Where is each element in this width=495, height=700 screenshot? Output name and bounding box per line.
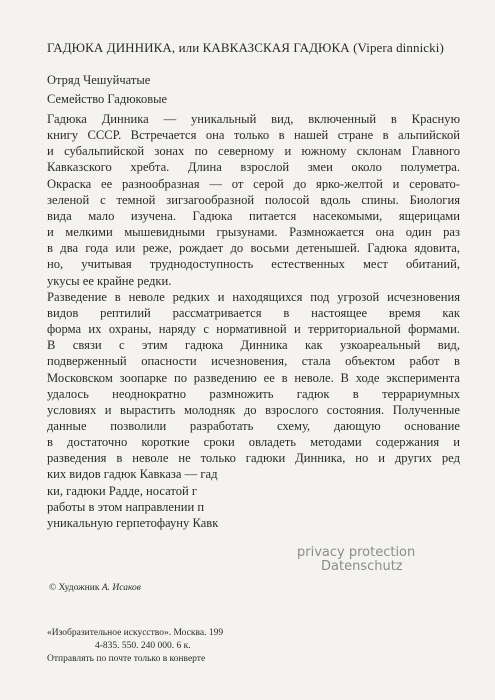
species-title: ГАДЮКА ДИННИКА, или КАВКАЗСКАЯ ГАДЮКА (Vipera dinnicki) bbox=[47, 40, 444, 55]
text-line: Московском зоопарке по разведению ее в неволе. В ходе эксперимента bbox=[47, 370, 460, 385]
description-text bbox=[47, 111, 460, 531]
text-line: разведения в неволе не только гадюки Динника, но и других ред bbox=[47, 451, 460, 466]
text-line: и субальпийской зонах по северному и южному склонам Главного bbox=[47, 144, 460, 159]
text-line: данные позволили разработать схему, дающую основание bbox=[47, 418, 460, 433]
text-line: в достаточно короткие сроки овладеть методами содержания и bbox=[47, 435, 460, 450]
taxonomy-family: Семейство Гадюковые bbox=[47, 92, 168, 106]
imprint-line-1: «Изобразительное искусство». Москва. 199 bbox=[47, 628, 224, 638]
imprint-line-3: Отправлять по почте только в конверте bbox=[47, 654, 206, 664]
text-line: Разведение в неволе редких и находящихся под угрозой исчезновения bbox=[47, 289, 460, 304]
text-line: Кавказского хребта. Длина взрослой змеи около полуметра. bbox=[47, 160, 460, 175]
text-line: удалось неоднократно размножить гадюк в террариумных bbox=[47, 386, 460, 401]
publisher-imprint bbox=[47, 627, 267, 666]
text-line: уникальную герпетофауну Кавк bbox=[47, 515, 219, 530]
text-line: укусы ее крайне редки. bbox=[47, 273, 172, 288]
text-line: Гадюка Динника — уникальный вид, включенный в Красную bbox=[47, 112, 460, 126]
text-line: В связи с этим гадюка Динника как узкоареальный вид, bbox=[47, 338, 460, 353]
text-line: условиях и вырастить молодняк до взрослого состояния. Полученные bbox=[47, 402, 460, 417]
imprint-line-2: 4-835. 550. 240 000. 6 к. bbox=[95, 641, 191, 651]
text-line: в два года или реже, рождает до восьми детенышей. Гадюка ядовита, bbox=[47, 241, 460, 256]
watermark-line-1: privacy protection bbox=[297, 545, 416, 560]
text-line: вида мало изучена. Гадюка питается насекомыми, ящерицами bbox=[47, 208, 460, 223]
text-line: работы в этом направлении п bbox=[47, 499, 205, 514]
watermark-line-2: Datenschutz bbox=[321, 559, 403, 574]
text-line: книгу СССР. Встречается она только в нашей стране в альпийской bbox=[47, 128, 460, 143]
text-line: и мелкими мышевидными грызунами. Размножается она один раз bbox=[47, 225, 460, 240]
taxonomy-order: Отряд Чешуйчатые bbox=[47, 73, 151, 87]
text-line: видов рептилий рассматривается в настоящее время как bbox=[47, 305, 460, 320]
credit-prefix: © Художник bbox=[49, 583, 100, 593]
text-line: ки, гадюки Радде, носатой г bbox=[47, 483, 198, 498]
text-line: зеленой с темной зигзагообразной полосой вдоль спины. Биология bbox=[47, 192, 460, 207]
text-line: но, учитывая труднодоступность естественных мест обитаний, bbox=[47, 257, 460, 272]
text-line: ких видов гадюк Кавказа — гад bbox=[47, 467, 218, 482]
text-line: подверженный опасности исчезновения, стала объектом работ в bbox=[47, 354, 460, 369]
text-line: Окраска ее разнообразная — от серой до ярко-желтой и серовато- bbox=[47, 176, 460, 191]
text-line: форма их охраны, наряду с нормативной и территориальной формами. bbox=[47, 322, 460, 337]
artist-name: А. Исаков bbox=[101, 583, 141, 593]
privacy-watermark bbox=[297, 546, 415, 574]
artist-credit bbox=[49, 582, 141, 594]
